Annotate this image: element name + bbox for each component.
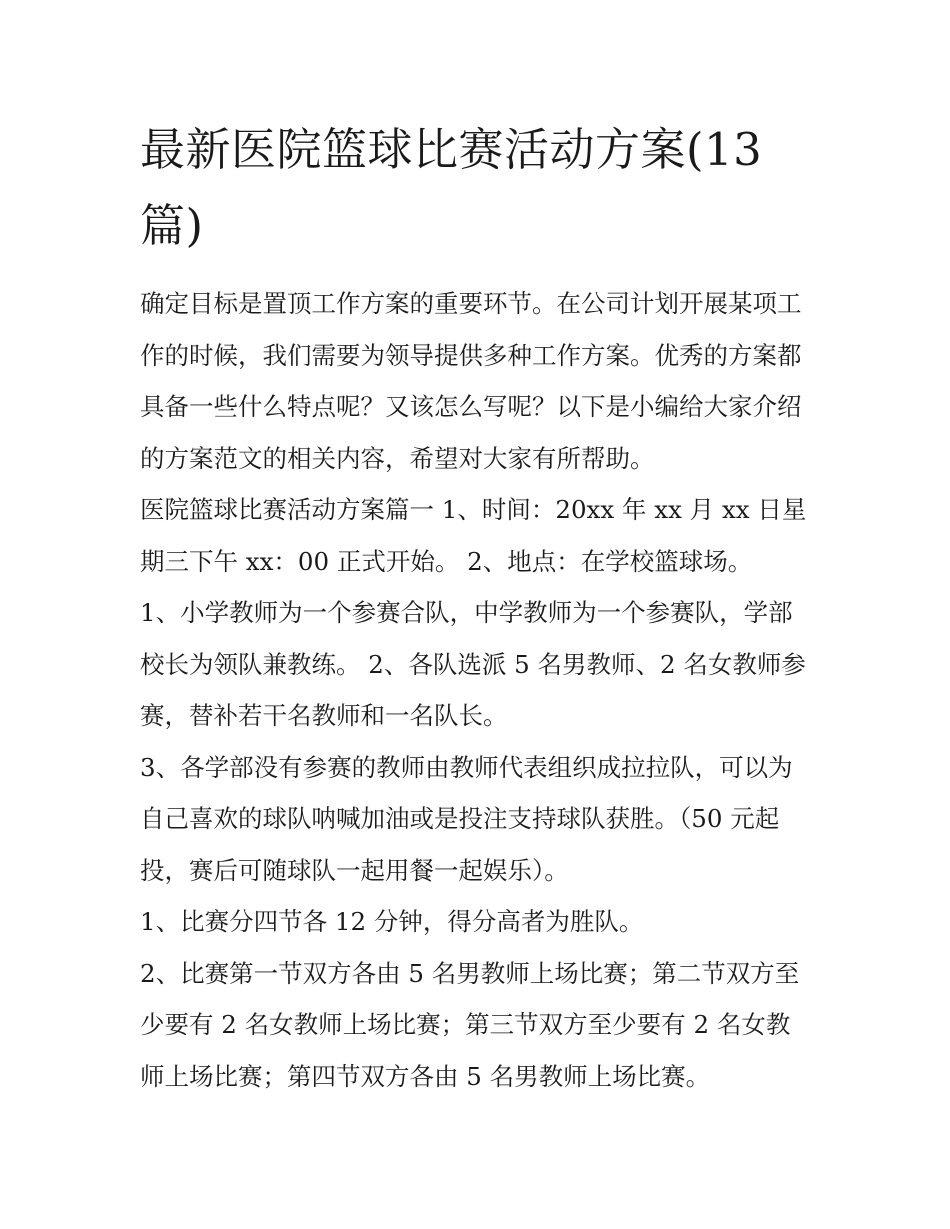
paragraph-intro: 确定目标是置顶工作方案的重要环节。在公司计划开展某项工作的时候，我们需要为领导提供多种工作方案。优秀的方案都具备一些什么特点呢？又该怎么写呢？以下是小编给大家介绍的方案范文的相关内容，希望对大家有所帮助。 — [140, 289, 802, 473]
paragraph-teams: 1、小学教师为一个参赛合队，中学教师为一个参赛队，学部校长为领队兼教练。 2、各队选派 5 名男教师、2 名女教师参赛，替补若干名教师和一名队长。 — [140, 598, 806, 730]
paragraph-cheerleaders: 3、各学部没有参赛的教师由教师代表组织成拉拉队，可以为自己喜欢的球队呐喊加油或是投注支持球队获胜。（50 元起投，赛后可随球队一起用餐一起娱乐）。 — [140, 752, 793, 885]
paragraph-rule-players: 2、比赛第一节双方各由 5 名男教师上场比赛；第二节双方至少要有 2 名女教师上场比赛；第三节双方至少要有 2 名女教师上场比赛；第四节双方各由 5 名男教师上场比赛。 — [140, 958, 800, 1091]
document-title: 最新医院篮球比赛活动方案(13篇) — [140, 123, 763, 252]
paragraph-rule-quarters: 1、比赛分四节各 12 分钟，得分高者为胜队。 — [140, 907, 644, 936]
paragraph-time-location: 医院篮球比赛活动方案篇一 1、时间：20xx 年 xx 月 xx 日星期三下午 xx：00 正式开始。 2、地点：在学校篮球场。 — [140, 495, 807, 576]
document-page — [140, 112, 812, 1102]
